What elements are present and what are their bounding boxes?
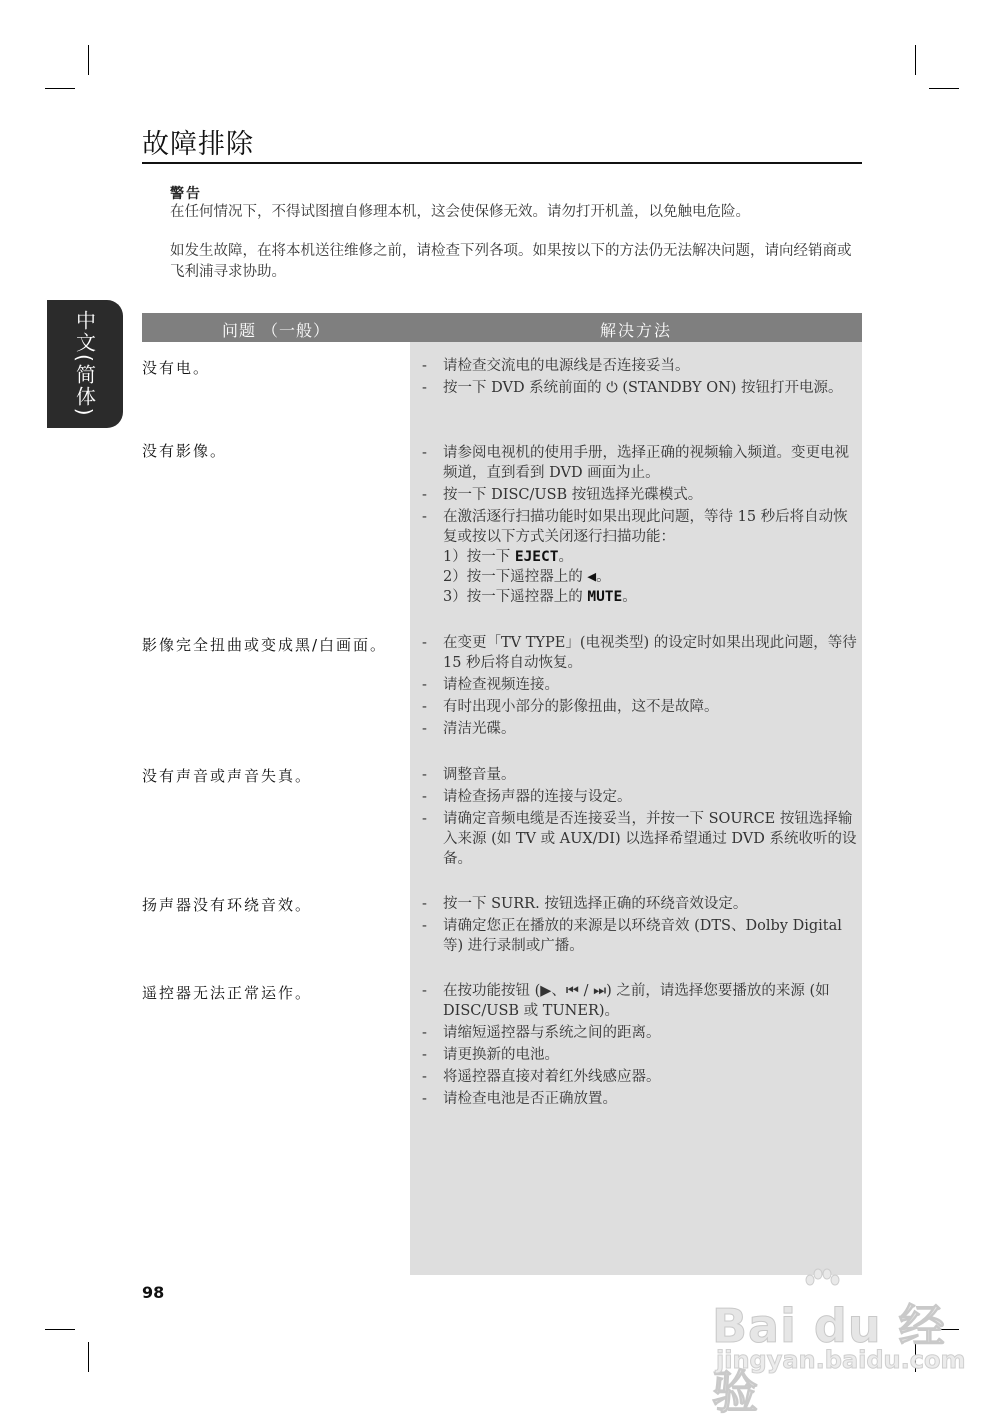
solution-item: - 请检查视频连接。	[422, 677, 559, 693]
prev-icon: ◀	[587, 569, 597, 585]
header-solution: 解决方法	[599, 321, 672, 340]
problem-remote-not-working: 遥控器无法正常运作。	[142, 984, 313, 1002]
solution-item: - 在变更「TV TYPE」(电视类型) 的设定时如果出现此问题，等待 15 秒后将自动恢复。	[422, 635, 857, 671]
solution-item: - 请检查扬声器的连接与设定。	[422, 789, 632, 805]
solution-item: - 请缩短遥控器与系统之间的距离。	[422, 1025, 661, 1041]
warning-text: 在任何情况下，不得试图擅自修理本机，这会使保修无效。请勿打开机盖，以免触电危险。	[170, 204, 750, 220]
solution-item: - 按一下 DISC/USB 按钮选择光碟模式。	[422, 487, 703, 503]
crop-mark	[915, 45, 916, 75]
baidu-watermark	[712, 1268, 966, 1419]
solution-item: - 请检查交流电的电源线是否连接妥当。	[422, 358, 690, 374]
solution-item: - 调整音量。	[422, 767, 516, 783]
crop-mark	[45, 1329, 75, 1330]
problem-no-picture: 没有影像。	[142, 442, 228, 460]
intro-text: 如发生故障，在将本机送往维修之前，请检查下列各项。如果按以下的方法仍无法解决问题，请向经销商或飞利浦寻求协助。	[170, 243, 852, 280]
side-tab-label: 中文(简体)	[72, 310, 97, 418]
solution-list-distorted-picture	[422, 633, 858, 741]
solution-item: - 请确定您正在播放的来源是以环绕音效 (DTS、Dolby Digital 等) 进行录制或广播。	[422, 918, 842, 954]
solution-item: - 按一下 DVD 系统前面的 ⏻ (STANDBY ON) 按钮打开电源。	[422, 380, 843, 396]
problem-no-sound: 没有声音或声音失真。	[142, 767, 313, 785]
solution-item: - 请确定音频电缆是否连接妥当，并按一下 SOURCE 按钮选择输入来源 (如 TV 或 AUX/DI) 以选择希望通过 DVD 系统收听的设备。	[422, 811, 857, 867]
crop-mark	[45, 88, 75, 89]
warning-heading: 警告	[170, 186, 202, 202]
problem-no-power: 没有电。	[142, 359, 211, 377]
page-number: 98	[142, 1283, 165, 1302]
solution-item: - 按一下 SURR. 按钮选择正确的环绕音效设定。	[422, 896, 748, 912]
watermark-logo: Bai du 经验	[712, 1299, 946, 1419]
solution-item: - 在激活逐行扫描功能时如果出现此问题，等待 15 秒后将自动恢复或按以下方式关闭逐行扫描功能： 1）按一下 EJECT。 2）按一下遥控器上的 ◀。 3）按一下遥控器上的 MUTE。	[422, 507, 858, 607]
solution-list-no-power	[422, 356, 858, 400]
solution-list-no-picture	[422, 443, 858, 609]
title-divider	[142, 162, 862, 164]
solution-list-no-sound	[422, 765, 858, 871]
watermark-url: jingyan.baidu.com	[716, 1346, 966, 1374]
language-side-tab	[47, 300, 123, 428]
page-title: 故障排除	[142, 129, 254, 160]
solution-list-remote	[422, 981, 858, 1111]
solution-item: - 有时出现小部分的影像扭曲，这不是故障。	[422, 699, 719, 715]
crop-mark	[88, 45, 89, 75]
table-header	[142, 313, 862, 342]
crop-mark	[88, 1342, 89, 1372]
header-problem: 问题 （一般）	[221, 321, 331, 340]
solution-item: - 请参阅电视机的使用手册，选择正确的视频输入频道。变更电视频道，直到看到 DVD 画面为止。	[422, 445, 849, 481]
problem-no-surround: 扬声器没有环绕音效。	[142, 896, 313, 914]
problem-distorted-picture: 影像完全扭曲或变成黑/白画面。	[142, 636, 388, 654]
step-3: 3）按一下遥控器上的 MUTE。	[443, 589, 637, 605]
solution-item: - 将遥控器直接对着红外线感应器。	[422, 1069, 661, 1085]
solution-item: - 在按功能按钮 (▶、⏮ / ⏭) 之前，请选择您要播放的来源 (如 DISC/USB 或 TUNER)。	[422, 983, 830, 1019]
solution-item: - 清洁光碟。	[422, 721, 516, 737]
solution-item: - 请更换新的电池。	[422, 1047, 559, 1063]
solution-item: - 请检查电池是否正确放置。	[422, 1091, 617, 1107]
step-2: 2）按一下遥控器上的 ◀。	[443, 569, 611, 585]
solution-list-no-surround	[422, 894, 858, 958]
crop-mark	[929, 88, 959, 89]
step-1: 1）按一下 EJECT。	[443, 549, 573, 565]
